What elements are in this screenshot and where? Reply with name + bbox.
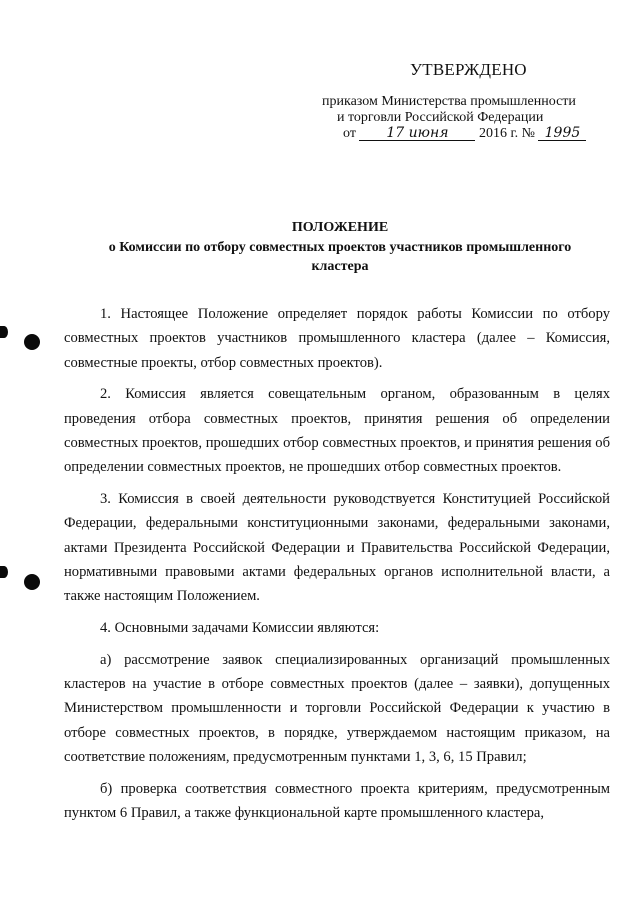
paragraph: 4. Основными задачами Комиссии являются: (100, 620, 380, 637)
binder-notch-top (0, 326, 8, 338)
order-line-1: приказом Министерства промышленности (322, 94, 576, 109)
date-prefix: от (343, 126, 356, 141)
binder-notch-bottom (0, 566, 8, 578)
document-subtitle: о Комиссии по отбору совместных проектов участников промышленного кластера (108, 240, 572, 274)
year-number-label: 2016 г. № (478, 126, 535, 141)
order-date-line (343, 126, 620, 142)
approval-block (300, 60, 620, 142)
handwritten-order-number: 1995 (538, 126, 586, 141)
handwritten-date: 17 июня (359, 126, 475, 141)
paragraph: б) проверка соответствия совместного проекта критериям, предусмотренным пунктом 6 Правил, а также функциональной карте промышленного кластера, (64, 780, 610, 822)
document-body (64, 302, 610, 833)
paragraph: 3. Комиссия в своей деятельности руководствуется Конституцией Российской Федерации, федеральными конституционными законами, федеральными законами, актами Президента Российской Федерации и Правительства Российской Федерации, нормативными правовыми актами федеральных органов исполнительной власти, а также настоящим Положением. (64, 491, 610, 605)
paragraph: 2. Комиссия является совещательным органом, образованным в целях проведения отбора совместных проектов, принятия решения об определении совместных проектов, прошедших отбор совместных проектов, и принятия решения об определении совместных проектов, не прошедших отбор совместных проектов. (64, 386, 610, 476)
binder-hole-bottom (24, 574, 40, 590)
paragraph: 1. Настоящее Положение определяет порядок работы Комиссии по отбору совместных проектов участников промышленного кластера (далее – Комиссия, совместные проекты, отбор совместных проектов). (64, 306, 610, 371)
order-line-2: и торговли Российской Федерации (337, 110, 544, 125)
binder-hole-top (24, 334, 40, 350)
approved-stamp: УТВЕРЖДЕНО (410, 60, 527, 79)
paragraph: а) рассмотрение заявок специализированных организаций промышленных кластеров на участие в отборе совместных проектов (далее – заявки), допущенных Министерством промышленности и торговли Российской Федерации к участию в отборе совместных проектов, в порядке, утверждаемом настоящим приказом, на соответствие положениям, предусмотренным пунктами 1, 3, 6, 15 Правил; (64, 651, 610, 766)
document-title: ПОЛОЖЕНИЕ (291, 220, 389, 235)
